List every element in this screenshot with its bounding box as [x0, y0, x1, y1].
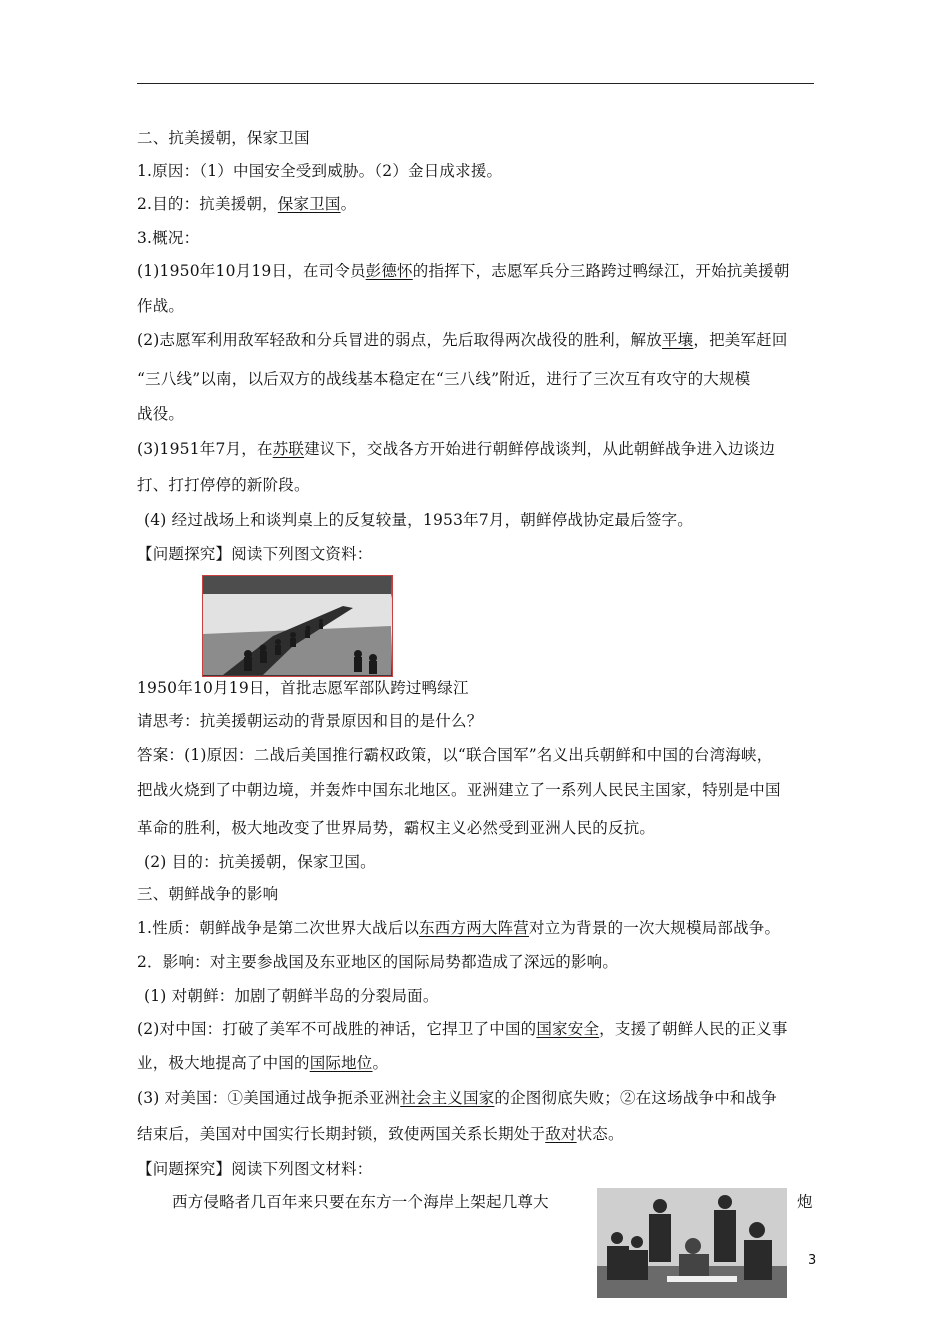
explore2-text-end: 炮 [797, 1193, 813, 1211]
answer-line3: 革命的胜利，极大地改变了世界局势，霸权主义必然受到亚洲人民的反抗。 [137, 819, 656, 837]
page-number: 3 [808, 1253, 817, 1268]
answer-line4: (2) 目的：抗美援朝，保家卫国。 [144, 853, 376, 871]
answer-line2: 把战火烧到了中朝边境，并轰炸中国东北地区。亚洲建立了一系列人民民主国家，特别是中国 [137, 781, 781, 799]
impact-korea: (1) 对朝鲜：加剧了朝鲜半岛的分裂局面。 [144, 987, 439, 1005]
explore1-label: 【问题探究】阅读下列图文资料： [137, 545, 373, 563]
overview-p2-cont: “三八线”以南，以后双方的战线基本稳定在“三八线”附近，进行了三次互有攻守的大规模 [137, 370, 751, 388]
overview-p4: (4) 经过战场上和谈判桌上的反复较量，1953年7月，朝鲜停战协定最后签字。 [144, 511, 693, 529]
impact-china: (2)对中国：打破了美军不可战胜的神话，它捍卫了中国的国家安全，支援了朝鲜人民的正义事 [137, 1020, 788, 1038]
header-rule [137, 83, 814, 84]
impact-line: 2．影响：对主要参战国及东亚地区的国际局势都造成了深远的影响。 [137, 953, 619, 971]
answer-line1: 答案：(1)原因：二战后美国推行霸权政策，以“联合国军”名义出兵朝鲜和中国的台湾海峡， [137, 746, 773, 764]
purpose-line: 2.目的：抗美援朝，保家卫国。 [137, 195, 357, 213]
impact-us: (3) 对美国：①美国通过战争扼杀亚洲社会主义国家的企图彻底失败；②在这场战争中和战争 [137, 1089, 777, 1107]
overview-p2-end: 战役。 [137, 405, 185, 423]
overview-p1-cont: 作战。 [137, 297, 185, 315]
photo1-caption: 1950年10月19日，首批志愿军部队跨过鸭绿江 [137, 679, 469, 697]
overview-p1: (1)1950年10月19日，在司令员彭德怀的指挥下，志愿军兵分三路跨过鸭绿江，开始抗美援朝 [137, 262, 790, 280]
explore1-question: 请思考：抗美援朝运动的背景原因和目的是什么？ [137, 712, 483, 730]
overview-p3: (3)1951年7月，在苏联建议下，交战各方开始进行朝鲜停战谈判，从此朝鲜战争进入边谈边 [137, 440, 776, 458]
explore2-text: 西方侵略者几百年来只要在东方一个海岸上架起几尊大 [172, 1193, 549, 1211]
explore2-label: 【问题探究】阅读下列图文材料： [137, 1160, 373, 1178]
yalu-crossing-photo [202, 575, 393, 677]
overview-p2: (2)志愿军利用敌军轻敌和分兵冒进的弱点，先后取得两次战役的胜利，解放平壤，把美军赶回 [137, 331, 788, 349]
section3-heading: 三、朝鲜战争的影响 [137, 885, 279, 903]
overview-p3-cont: 打、打打停停的新阶段。 [137, 476, 310, 494]
overview-title: 3.概况： [137, 229, 200, 247]
nature-line: 1.性质：朝鲜战争是第二次世界大战后以东西方两大阵营对立为背景的一次大规模局部战争。 [137, 919, 781, 937]
impact-us-cont: 结束后，美国对中国实行长期封锁，致使两国关系长期处于敌对状态。 [137, 1125, 624, 1143]
impact-china-cont: 业，极大地提高了中国的国际地位。 [137, 1054, 389, 1072]
armistice-signing-photo [597, 1188, 787, 1298]
cause-line: 1.原因：（1）中国安全受到威胁。（2）金日成求援。 [137, 162, 503, 180]
section2-heading: 二、抗美援朝，保家卫国 [137, 129, 310, 147]
